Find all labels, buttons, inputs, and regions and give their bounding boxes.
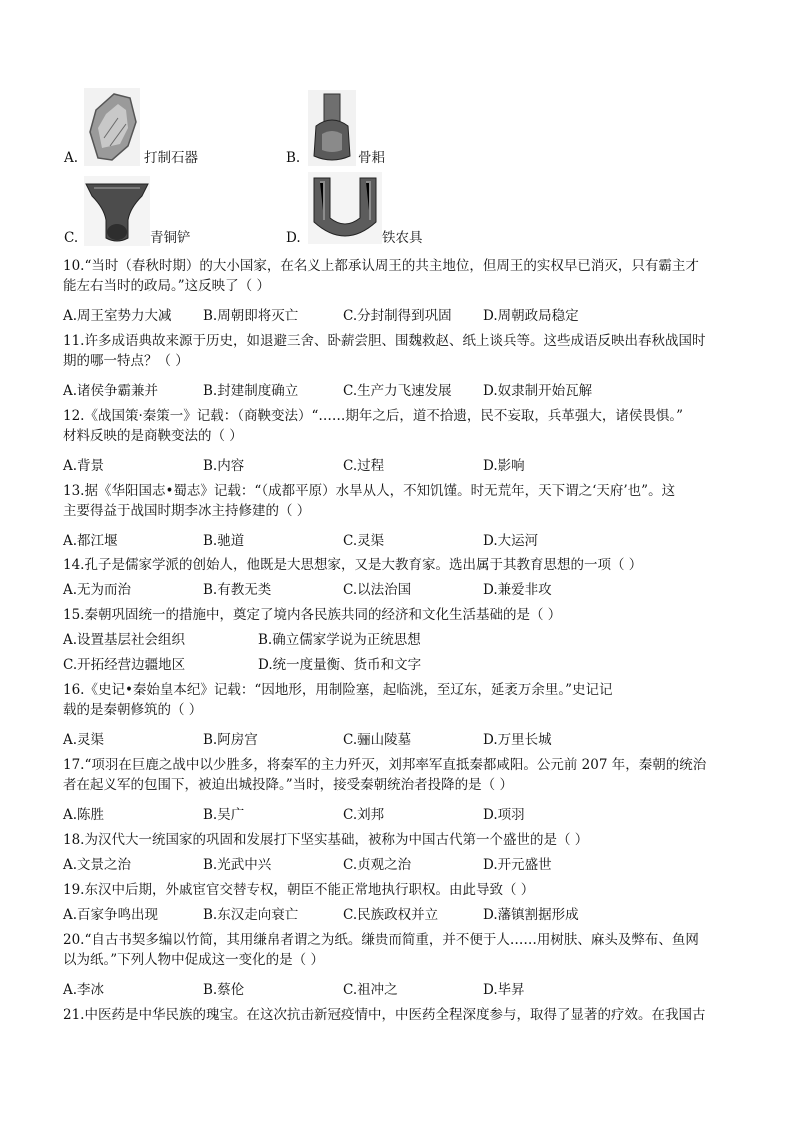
question-15 bbox=[63, 605, 743, 625]
question-text-line: 10.“当时（春秋时期）的大小国家，在名义上都承认周王的共主地位，但周王的实权早已消灭，只有霸主才 bbox=[63, 258, 699, 274]
option-letter: B. bbox=[286, 150, 301, 166]
question-text-line: 能左右当时的政局。”这反映了（ ） bbox=[63, 278, 270, 294]
question-text-line: 17.“项羽在巨鹿之战中以少胜多，将秦军的主力歼灭，刘邦率军直抵秦都咸阳。公元前 207 年，秦朝的统治 bbox=[63, 757, 707, 773]
question-18-options bbox=[63, 855, 743, 875]
question-11 bbox=[63, 331, 743, 371]
question-15-options-row-2 bbox=[63, 655, 743, 675]
option-d[interactable]: D.开元盛世 bbox=[483, 857, 552, 873]
bronze-shovel-icon bbox=[84, 176, 150, 246]
question-15-options-row-1 bbox=[63, 630, 743, 650]
option-c[interactable]: C.生产力飞速发展 bbox=[343, 383, 452, 399]
question-17-options bbox=[63, 805, 743, 825]
option-d[interactable]: D.大运河 bbox=[483, 533, 539, 549]
option-letter: A. bbox=[64, 150, 79, 166]
question-20 bbox=[63, 930, 743, 970]
option-d[interactable]: D.影响 bbox=[483, 458, 525, 474]
option-b[interactable]: B.封建制度确立 bbox=[203, 383, 299, 399]
question-text-line: 20.“自古书契多编以竹简，其用缣帛者谓之为纸。缣贵而简重，并不便于人……用树肤、麻头及弊布、鱼网 bbox=[63, 932, 699, 948]
option-b[interactable]: B.有教无类 bbox=[203, 582, 272, 598]
question-18 bbox=[63, 830, 743, 850]
option-a[interactable]: A.文景之治 bbox=[63, 857, 132, 873]
question-text-line: 18.为汉代大一统国家的巩固和发展打下坚实基础，被称为中国古代第一个盛世的是（ ） bbox=[63, 832, 589, 848]
option-c[interactable]: C.以法治国 bbox=[343, 582, 412, 598]
option-letter: D. bbox=[286, 230, 301, 246]
option-d[interactable]: D.统一度量衡、货币和文字 bbox=[258, 657, 422, 673]
option-label: 青铜铲 bbox=[150, 230, 191, 246]
option-a[interactable]: A.无为而治 bbox=[63, 582, 132, 598]
option-a[interactable]: A.李冰 bbox=[63, 982, 105, 998]
option-a[interactable]: A.都江堰 bbox=[63, 533, 118, 549]
option-b[interactable]: B.周朝即将灭亡 bbox=[203, 308, 299, 324]
question-text-line: 期的哪一特点？（ ） bbox=[63, 353, 189, 369]
option-b[interactable]: B.蔡伦 bbox=[203, 982, 245, 998]
option-c[interactable]: C.刘邦 bbox=[343, 807, 385, 823]
question-10-options bbox=[63, 306, 743, 326]
question-text-line: 载的是秦朝修筑的（ ） bbox=[63, 702, 203, 718]
question-text-line: 以为纸。”下列人物中促成这一变化的是（ ） bbox=[63, 952, 324, 968]
question-19 bbox=[63, 880, 743, 900]
question-text-line: 14.孔子是儒家学派的创始人，他既是大思想家，又是大教育家。选出属于其教育思想的一项（ ） bbox=[63, 557, 643, 573]
option-a[interactable]: A.诸侯争霸兼并 bbox=[63, 383, 159, 399]
option-c[interactable]: C.民族政权并立 bbox=[343, 907, 439, 923]
option-b[interactable]: B.驰道 bbox=[203, 533, 245, 549]
question-text-line: 材料反映的是商鞅变法的（ ） bbox=[63, 428, 243, 444]
option-a[interactable]: A.设置基层社会组织 bbox=[63, 632, 186, 648]
option-a[interactable]: A.周王室势力大减 bbox=[63, 308, 172, 324]
option-a[interactable]: A.百家争鸣出现 bbox=[63, 907, 159, 923]
question-13-options bbox=[63, 531, 743, 551]
question-20-options bbox=[63, 980, 743, 1000]
question-13 bbox=[63, 481, 743, 521]
option-b[interactable]: B.确立儒家学说为正统思想 bbox=[258, 632, 421, 648]
question-text-line: 19.东汉中后期，外戚宦官交替专权，朝臣不能正常地执行职权。由此导致（ ） bbox=[63, 882, 535, 898]
option-d[interactable]: D.藩镇割据形成 bbox=[483, 907, 579, 923]
option-letter: C. bbox=[64, 230, 79, 246]
question-16-options bbox=[63, 730, 743, 750]
question-text-line: 12.《战国策·秦策一》记载：（商鞅变法）“……期年之后，道不拾遗，民不妄取，兵革强大，诸侯畏惧。” bbox=[63, 408, 684, 424]
question-text-line: 11.许多成语典故来源于历史，如退避三舍、卧薪尝胆、围魏救赵、纸上谈兵等。这些成语反映出春秋战国时 bbox=[63, 333, 706, 349]
option-d[interactable]: D.奴隶制开始瓦解 bbox=[483, 383, 593, 399]
question-10 bbox=[63, 256, 743, 296]
question-19-options bbox=[63, 905, 743, 925]
bone-spade-icon bbox=[308, 90, 356, 166]
option-b[interactable]: B.内容 bbox=[203, 458, 245, 474]
option-d[interactable]: D.毕昇 bbox=[483, 982, 525, 998]
option-label: 骨耜 bbox=[358, 150, 385, 166]
question-17 bbox=[63, 755, 743, 795]
question-12 bbox=[63, 406, 743, 446]
iron-farm-tool-icon bbox=[308, 172, 382, 244]
question-text-line: 13.据《华阳国志•蜀志》记载：“（成都平原）水旱从人，不知饥馑。时无荒年，天下谓之‘天府’也”。这 bbox=[63, 483, 676, 499]
question-16 bbox=[63, 680, 743, 720]
option-label: 铁农具 bbox=[382, 230, 423, 246]
question-12-options bbox=[63, 456, 743, 476]
option-c[interactable]: C.祖冲之 bbox=[343, 982, 398, 998]
question-21 bbox=[63, 1005, 743, 1025]
question-text-line: 16.《史记•秦始皇本纪》记载：“因地形，用制险塞，起临洮，至辽东，延袤万余里。”史记记 bbox=[63, 682, 613, 698]
option-c[interactable]: C.过程 bbox=[343, 458, 385, 474]
option-a[interactable]: A.陈胜 bbox=[63, 807, 105, 823]
option-b[interactable]: B.东汉走向衰亡 bbox=[203, 907, 299, 923]
question-14-options bbox=[63, 580, 743, 600]
question-14 bbox=[63, 555, 743, 575]
option-c[interactable]: C.开拓经营边疆地区 bbox=[63, 657, 186, 673]
chipped-stone-tool-icon bbox=[84, 88, 140, 166]
question-text-line: 主要得益于战国时期李冰主持修建的（ ） bbox=[63, 503, 311, 519]
question-text-line: 21.中医药是中华民族的瑰宝。在这次抗击新冠疫情中，中医药全程深度参与，取得了显著的疗效。在我国古 bbox=[63, 1007, 706, 1023]
option-b[interactable]: B.阿房宫 bbox=[203, 732, 258, 748]
question-text-line: 15.秦朝巩固统一的措施中，奠定了境内各民族共同的经济和文化生活基础的是（ ） bbox=[63, 607, 562, 623]
option-b[interactable]: B.光武中兴 bbox=[203, 857, 272, 873]
option-a[interactable]: A.灵渠 bbox=[63, 732, 105, 748]
option-b[interactable]: B.吴广 bbox=[203, 807, 245, 823]
q9-image-row-2 bbox=[64, 168, 744, 248]
option-label: 打制石器 bbox=[144, 150, 198, 166]
option-d[interactable]: D.万里长城 bbox=[483, 732, 552, 748]
question-text-line: 者在起义军的包围下，被迫出城投降。”当时，接受秦朝统治者投降的是（ ） bbox=[63, 777, 513, 793]
option-c[interactable]: C.灵渠 bbox=[343, 533, 385, 549]
option-c[interactable]: C.贞观之治 bbox=[343, 857, 412, 873]
option-c[interactable]: C.分封制得到巩固 bbox=[343, 308, 452, 324]
option-d[interactable]: D.项羽 bbox=[483, 807, 525, 823]
question-11-options bbox=[63, 381, 743, 401]
option-a[interactable]: A.背景 bbox=[63, 458, 105, 474]
option-c[interactable]: C.骊山陵墓 bbox=[343, 732, 412, 748]
option-d[interactable]: D.兼爱非攻 bbox=[483, 582, 552, 598]
q9-image-row-1 bbox=[64, 88, 744, 168]
option-d[interactable]: D.周朝政局稳定 bbox=[483, 308, 579, 324]
